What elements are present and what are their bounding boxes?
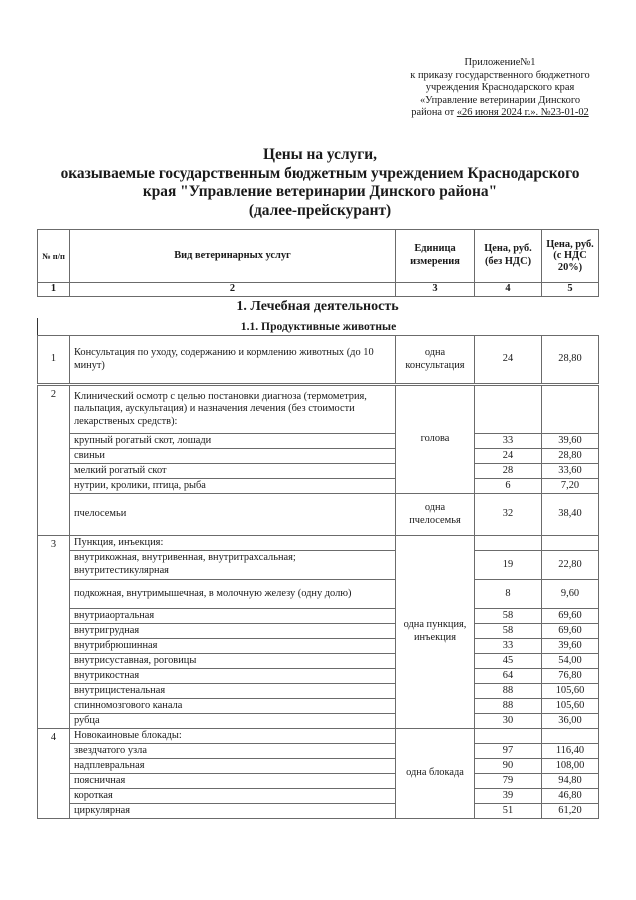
order-date: «26 июня 2024 г.». №23-01-02 <box>456 107 589 119</box>
service-name: Пункция, инъекция: <box>70 536 396 551</box>
price: 30 <box>475 714 542 729</box>
table-row <box>38 804 599 819</box>
empty-cell <box>542 729 599 744</box>
service-item: подкожная, внутримышечная, в молочную железу (одну долю) <box>70 580 396 609</box>
appendix-line: Приложение№1 <box>464 57 536 68</box>
table-row <box>38 386 599 434</box>
table-row <box>38 684 599 699</box>
table-row <box>38 609 599 624</box>
service-item: внутрикожная, внутривенная, внутритрахсальная; внутритестикулярная <box>70 551 396 580</box>
header-index-4: 4 <box>475 283 542 297</box>
services-table <box>37 385 599 819</box>
empty-cell <box>475 729 542 744</box>
price: 88 <box>475 699 542 714</box>
service-item: внутрибрюшинная <box>70 639 396 654</box>
service-item: циркулярная <box>70 804 396 819</box>
price: 58 <box>475 624 542 639</box>
price-vat: 33,60 <box>542 464 599 479</box>
service-item: звездчатого узла <box>70 744 396 759</box>
service-item: поясничная <box>70 774 396 789</box>
price-vat: 39,60 <box>542 434 599 449</box>
price-vat: 7,20 <box>542 479 599 494</box>
document-title <box>20 146 620 220</box>
service-item: внутригрудная <box>70 624 396 639</box>
price: 51 <box>475 804 542 819</box>
service-item: спинномозгового канала <box>70 699 396 714</box>
price: 58 <box>475 609 542 624</box>
price-vat: 116,40 <box>542 744 599 759</box>
unit: одна блокада <box>396 729 475 819</box>
price: 39 <box>475 789 542 804</box>
row-number: 4 <box>38 729 70 819</box>
table-row <box>38 639 599 654</box>
header-index-2: 2 <box>70 283 396 297</box>
row1-table <box>37 335 599 384</box>
price-vat: 36,00 <box>542 714 599 729</box>
table-row <box>38 464 599 479</box>
price: 28 <box>475 464 542 479</box>
price: 45 <box>475 654 542 669</box>
price: 33 <box>475 434 542 449</box>
table-row <box>38 699 599 714</box>
table-row <box>38 580 599 609</box>
unit: голова <box>396 386 475 494</box>
price: 79 <box>475 774 542 789</box>
table-row <box>38 479 599 494</box>
service-item: свиньи <box>70 449 396 464</box>
table-row <box>38 654 599 669</box>
header-index-5: 5 <box>542 283 599 297</box>
service-item: нутрии, кролики, птица, рыба <box>70 479 396 494</box>
service-item: крупный рогатый скот, лошади <box>70 434 396 449</box>
table-row <box>38 536 599 551</box>
title-line: (далее-прейскурант) <box>248 201 392 219</box>
header-service: Вид ветеринарных услуг <box>70 230 396 283</box>
empty-cell <box>475 536 542 551</box>
price-vat: 39,60 <box>542 639 599 654</box>
price-vat: 108,00 <box>542 759 599 774</box>
appendix-line <box>380 107 620 120</box>
table-row <box>38 669 599 684</box>
empty-cell <box>542 536 599 551</box>
appendix-line: учреждения Краснодарского края <box>425 82 575 94</box>
header-table <box>37 229 599 297</box>
price-vat: 94,80 <box>542 774 599 789</box>
title-line: оказываемые государственным бюджетным учреждением Краснодарского <box>60 164 580 182</box>
price: 33 <box>475 639 542 654</box>
price: 90 <box>475 759 542 774</box>
appendix-line: «Управление ветеринарии Динского <box>419 94 581 106</box>
empty-cell <box>475 386 542 434</box>
service-item: внутрикостная <box>70 669 396 684</box>
subsection-heading: 1.1. Продуктивные животные <box>37 318 599 335</box>
price-vat: 76,80 <box>542 669 599 684</box>
price: 64 <box>475 669 542 684</box>
service-item: внутриаортальная <box>70 609 396 624</box>
empty-cell <box>542 386 599 434</box>
service-item: рубца <box>70 714 396 729</box>
service-name: Новокаиновые блокады: <box>70 729 396 744</box>
header-price: Цена, руб. (без НДС) <box>475 230 542 283</box>
table-row <box>38 434 599 449</box>
table-row <box>38 759 599 774</box>
service-item: надплевральная <box>70 759 396 774</box>
appendix-prefix: района от <box>411 107 457 119</box>
row-number: 1 <box>38 336 70 384</box>
table-row <box>38 729 599 744</box>
price: 24 <box>475 449 542 464</box>
price-vat: 38,40 <box>542 494 599 536</box>
title-line: края "Управление ветеринарии Динского района" <box>142 183 498 200</box>
header-index-1: 1 <box>38 283 70 297</box>
price-vat: 9,60 <box>542 580 599 609</box>
price-vat: 54,00 <box>542 654 599 669</box>
row-number: 2 <box>38 386 70 536</box>
price-vat: 69,60 <box>542 624 599 639</box>
table-row <box>38 624 599 639</box>
row-number: 3 <box>38 536 70 729</box>
price: 32 <box>475 494 542 536</box>
service-item: внутрисуставная, роговицы <box>70 654 396 669</box>
header-unit: Единица измерения <box>396 230 475 283</box>
price-vat: 46,80 <box>542 789 599 804</box>
table-row <box>38 744 599 759</box>
service-item: мелкий рогатый скот <box>70 464 396 479</box>
unit: одна консультация <box>396 336 475 384</box>
table-row <box>38 774 599 789</box>
price: 6 <box>475 479 542 494</box>
table-row <box>38 494 599 536</box>
service-item: пчелосемьи <box>70 494 396 536</box>
price: 8 <box>475 580 542 609</box>
service-name: Клинический осмотр с целью постановки диагноза (термометрия, пальпация, аускультация) и назначения лечения (без стоимости лекарственых средств): <box>70 386 396 434</box>
table-row <box>38 449 599 464</box>
header-price-vat: Цена, руб. (с НДС 20%) <box>542 230 599 283</box>
price: 19 <box>475 551 542 580</box>
service-name: Консультация по уходу, содержанию и кормлению животных (до 10 минут) <box>70 336 396 384</box>
price-vat: 22,80 <box>542 551 599 580</box>
price: 88 <box>475 684 542 699</box>
unit: одна пчелосемья <box>396 494 475 536</box>
header-number: № п/п <box>38 230 70 283</box>
price: 97 <box>475 744 542 759</box>
appendix-note <box>380 57 620 120</box>
table-row <box>38 714 599 729</box>
price-vat: 105,60 <box>542 684 599 699</box>
price-vat: 105,60 <box>542 699 599 714</box>
service-item: внутрицистенальная <box>70 684 396 699</box>
table-row <box>38 336 599 384</box>
unit: одна пункция, инъекция <box>396 536 475 729</box>
price-vat: 28,80 <box>542 336 599 384</box>
table-row <box>38 551 599 580</box>
title-line: Цены на услуги, <box>262 146 378 163</box>
table-row <box>38 789 599 804</box>
price-vat: 61,20 <box>542 804 599 819</box>
service-item: короткая <box>70 789 396 804</box>
header-index-3: 3 <box>396 283 475 297</box>
price-vat: 28,80 <box>542 449 599 464</box>
price-vat: 69,60 <box>542 609 599 624</box>
price: 24 <box>475 336 542 384</box>
section-heading: 1. Лечебная деятельность <box>236 299 399 314</box>
appendix-line: к приказу государственного бюджетного <box>410 69 590 81</box>
